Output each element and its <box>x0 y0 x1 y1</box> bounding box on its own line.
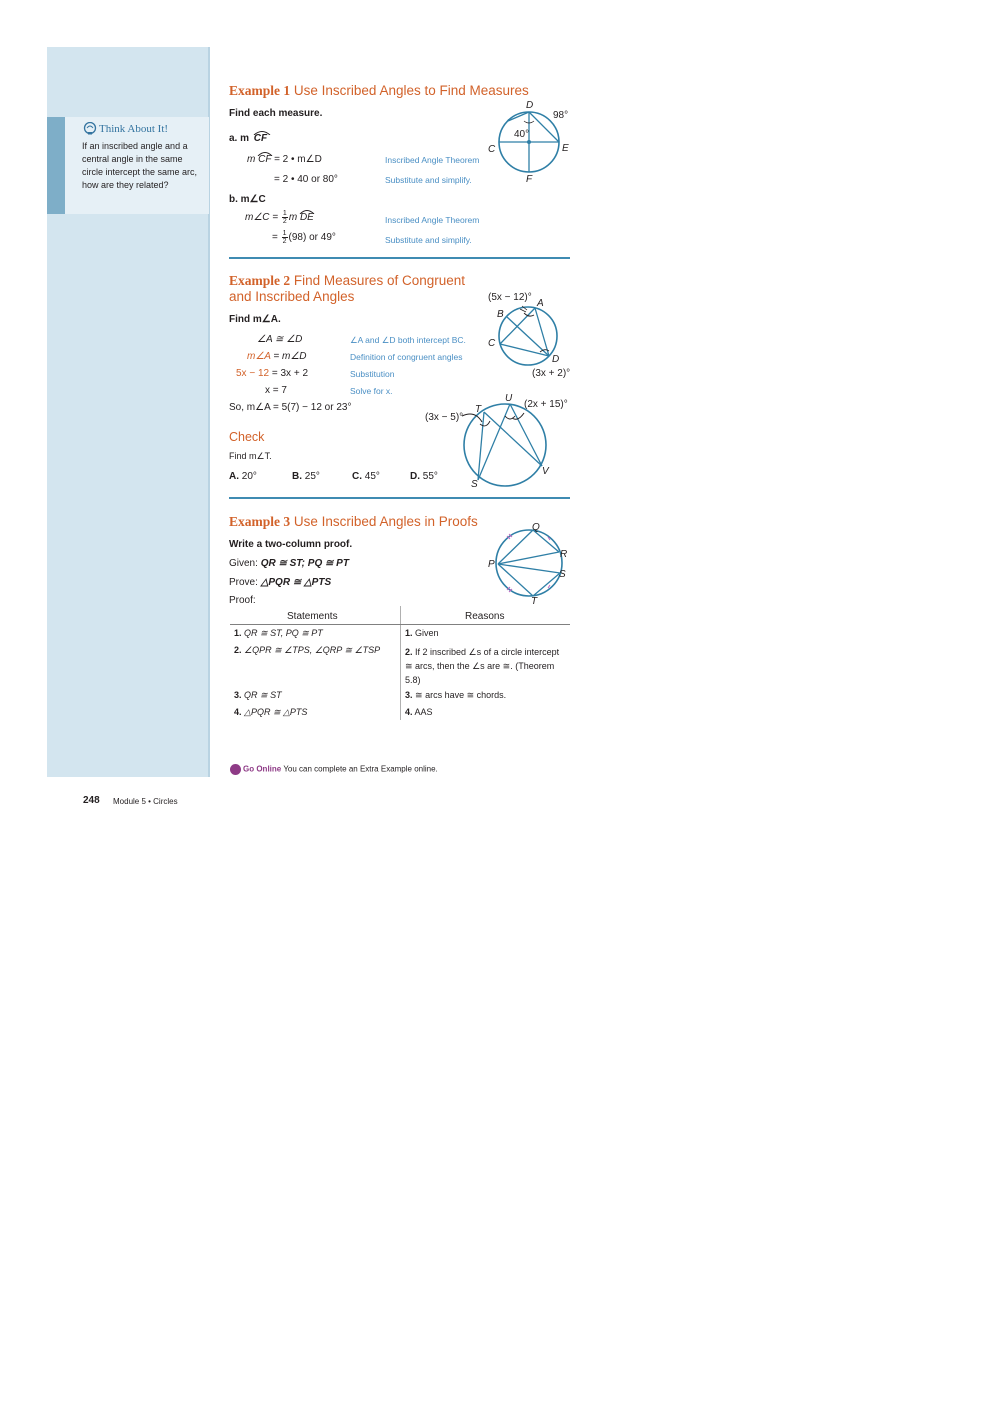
lightbulb-head-icon <box>83 122 97 135</box>
example-2-reason-2: Definition of congruent angles <box>350 352 463 362</box>
cursor-click-icon <box>230 764 241 775</box>
proof-row-4-statement: 4. △PQR ≅ △PTS <box>234 707 308 717</box>
think-about-it-title: Think About It! <box>99 123 169 135</box>
part-b-reason-2: Substitute and simplify. <box>385 235 472 245</box>
svg-text:C: C <box>488 144 496 155</box>
example-3-label: Example 3 <box>229 514 291 529</box>
svg-text:(2x + 15)°: (2x + 15)° <box>524 399 568 410</box>
part-b-reason-1: Inscribed Angle Theorem <box>385 215 480 225</box>
svg-text:P: P <box>488 559 495 570</box>
part-a-label: a. m CF <box>229 133 267 144</box>
example-1-label: Example 1 <box>229 83 291 98</box>
example-2-heading <box>229 273 465 289</box>
svg-text:98°: 98° <box>553 110 569 121</box>
example-2-instruction: Find m∠A. <box>229 314 281 325</box>
svg-text:T: T <box>531 596 538 607</box>
example-1-instruction: Find each measure. <box>229 108 323 119</box>
example-2-title-line-1: Find Measures of Congruent <box>293 273 465 288</box>
example-2-step-1: ∠A ≅ ∠D <box>257 334 303 345</box>
choice-a[interactable]: A. 20° <box>229 471 257 482</box>
choice-b[interactable]: B. 25° <box>292 471 320 482</box>
svg-text:(3x + 2)°: (3x + 2)° <box>532 368 571 379</box>
given-line: Given: QR ≅ ST; PQ ≅ PT <box>229 558 349 569</box>
proof-row-2-reason: 2. If 2 inscribed ∠s of a circle intercept ≅ arcs, then the ∠s are ≅. (Theorem 5.8) <box>405 647 560 685</box>
part-a-line-2: = 2 • 40 or 80° <box>274 174 338 185</box>
svg-text:U: U <box>505 393 513 404</box>
svg-text:S: S <box>471 479 478 490</box>
example-2-title-line-2: and Inscribed Angles <box>229 289 355 304</box>
example-2-step-2: m∠A = m∠D <box>247 351 307 362</box>
part-b-line-1: m∠C = $\frac{1}{2}$ m DE <box>245 210 314 225</box>
page-number: 248 <box>83 795 100 806</box>
svg-text:A: A <box>537 298 544 309</box>
proof-row-2-statement: 2. ∠QPR ≅ ∠TPS, ∠QRP ≅ ∠TSP <box>234 645 381 655</box>
part-a-line-1: m CF = 2 • m∠D <box>247 154 322 165</box>
svg-text:T: T <box>475 404 482 415</box>
svg-text:(5x − 12)°: (5x − 12)° <box>488 292 532 303</box>
choice-d[interactable]: D. 55° <box>410 471 438 482</box>
statements-header: Statements <box>287 611 338 622</box>
example-1-title: Use Inscribed Angles to Find Measures <box>293 83 529 98</box>
svg-text:F: F <box>526 174 533 185</box>
prove-line: Prove: △PQR ≅ △PTS <box>229 577 332 588</box>
example-1-circle-diagram <box>480 95 580 185</box>
example-3-instruction: Write a two-column proof. <box>229 539 353 550</box>
proof-row-3-reason: 3. ≅ arcs have ≅ chords. <box>405 690 507 700</box>
svg-text:(3x − 5)°: (3x − 5)° <box>425 412 464 423</box>
check-heading: Check <box>229 430 265 444</box>
part-a-reason-1: Inscribed Angle Theorem <box>385 155 480 165</box>
svg-text:D: D <box>552 354 560 365</box>
think-about-it-text: If an inscribed angle and a central angle in the same circle intercept the same arc, how are they related? <box>82 141 198 190</box>
proof-row-1-statement: 1. QR ≅ ST, PQ ≅ PT <box>234 628 323 638</box>
part-b-label: b. m∠C <box>229 194 266 205</box>
example-2-label: Example 2 <box>229 273 291 288</box>
arc-overline-icon <box>299 209 315 214</box>
example-2-reason-4: Solve for x. <box>350 386 393 396</box>
svg-text:R: R <box>560 549 568 560</box>
svg-text:B: B <box>497 309 504 320</box>
module-footer: Module 5 • Circles <box>113 797 178 806</box>
section-divider <box>229 497 570 499</box>
svg-text:D: D <box>526 100 534 111</box>
svg-text:C: C <box>488 338 496 349</box>
arc-overline-icon <box>253 130 271 135</box>
example-2-step-4: x = 7 <box>265 385 287 396</box>
part-b-line-2: = $\frac{1}{2}$ (98) or 49° <box>272 230 336 245</box>
svg-text:S: S <box>559 569 566 580</box>
example-2-reason-1: ∠A and ∠D both intercept BC. <box>350 335 466 345</box>
example-3-circle-diagram <box>483 517 578 607</box>
svg-text:V: V <box>542 466 549 477</box>
example-3-heading <box>229 514 478 530</box>
reasons-header: Reasons <box>465 611 505 622</box>
proof-label: Proof: <box>229 595 256 606</box>
svg-text:E: E <box>562 143 569 154</box>
example-2-reason-3: Substitution <box>350 369 395 379</box>
part-a-reason-2: Substitute and simplify. <box>385 175 472 185</box>
check-prompt: Find m∠T. <box>229 451 272 461</box>
svg-text:40°: 40° <box>514 129 530 140</box>
example-3-title: Use Inscribed Angles in Proofs <box>293 514 478 529</box>
proof-header-rule <box>230 624 570 625</box>
example-2-conclusion: So, m∠A = 5(7) − 12 or 23° <box>229 402 352 413</box>
example-2-circle-diagram <box>482 288 582 383</box>
check-circle-diagram <box>420 388 580 493</box>
example-2-step-3: 5x − 12 = 3x + 2 <box>236 368 309 379</box>
section-divider <box>229 257 570 259</box>
choice-c[interactable]: C. 45° <box>352 471 380 482</box>
think-about-it-bar <box>47 117 65 214</box>
proof-row-1-reason: 1. Given <box>405 628 439 638</box>
proof-row-3-statement: 3. QR ≅ ST <box>234 690 282 700</box>
go-online-link[interactable]: Go Online You can complete an Extra Example online. <box>230 764 438 775</box>
proof-row-4-reason: 4. AAS <box>405 707 433 717</box>
arc-overline-icon <box>257 151 273 156</box>
svg-text:Q: Q <box>532 522 540 533</box>
